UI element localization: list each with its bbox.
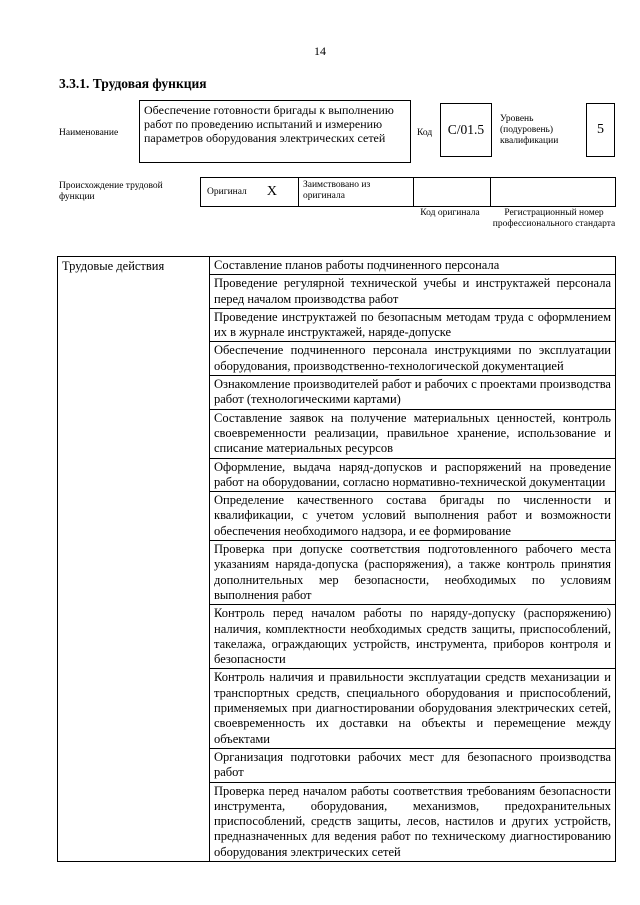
level-label: Уровень (подуровень) квалификации — [500, 114, 559, 146]
labor-action: Составление планов работы подчиненного персонала — [210, 257, 616, 275]
original-mark: X — [266, 184, 277, 199]
labor-action: Оформление, выдача наряд-допусков и распоряжений на проведение работ на оборудовании, согласно нормативно-технической документации — [210, 458, 616, 492]
original-code-cell — [414, 178, 491, 206]
page-number: 14 — [314, 44, 326, 58]
table-row — [58, 257, 616, 275]
labor-action: Ознакомление производителей работ и рабочих с проектами производства работ (технологическими картами) — [210, 376, 616, 410]
original-label: Оригинал — [207, 186, 247, 197]
section-heading: 3.3.1. Трудовая функция — [59, 76, 207, 91]
labor-action: Проверка при допуске соответствия подготовленного рабочего места указаниям наряда-допуска (распоряжения), а также контроль принятия дополнительных мер безопасности, необходимых по условиям выполнения работ — [210, 541, 616, 605]
labor-action: Организация подготовки рабочих мест для безопасного производства работ — [210, 748, 616, 782]
original-code-caption: Код оригинала — [420, 208, 480, 218]
reg-number-cell — [491, 178, 615, 206]
labor-action: Проверка перед началом работы соответствия требованиям безопасности инструмента, оборудования, механизмов, предохранительных приспособлений, средств защиты, лесов, настилов и других устройств, предназначенных для ведения работ по техническому диагностированию оборудования электрических сетей — [210, 782, 616, 861]
code-value: C/01.5 — [440, 103, 492, 157]
labor-actions-label: Трудовые действия — [58, 257, 210, 862]
level-value: 5 — [586, 103, 615, 157]
name-label: Наименование — [59, 128, 119, 138]
borrowed-label: Заимствовано из оригинала — [299, 178, 414, 206]
labor-action: Проведение регулярной технической учебы и инструктажей персонала перед началом производства работ — [210, 275, 616, 309]
name-value: Обеспечение готовности бригады к выполнению работ по проведению испытаний и измерению параметров оборудования электрических сетей — [139, 100, 411, 163]
original-cell — [201, 178, 299, 206]
labor-action: Составление заявок на получение материальных ценностей, контроль своевременности реализации, правильное хранение, использование и списание материальных ресурсов — [210, 409, 616, 458]
labor-action: Определение качественного состава бригады по численности и квалификации, с учетом условий выполнения работ и возможности обеспечения необходимого надзора, и ее формирование — [210, 492, 616, 541]
labor-action: Обеспечение подчиненного персонала инструкциями по эксплуатации оборудования, производственно-технологической документацией — [210, 342, 616, 376]
reg-number-caption: Регистрационный номер профессионального стандарта — [492, 208, 616, 229]
origin-label: Происхождение трудовой функции — [59, 181, 163, 202]
labor-actions-table — [57, 256, 616, 862]
labor-action: Контроль наличия и правильности эксплуатации средств механизации и транспортных средств, специального оборудования и приспособлений, применяемых при диагностировании оборудования электрических сетей, своевременность их доставки на объекты и перемещение между объектами — [210, 669, 616, 748]
labor-action: Контроль перед началом работы по наряду-допуску (распоряжению) наличия, комплектности необходимых средств защиты, приспособлений, такелажа, ограждающих устройств, инструмента, приборов контроля и безопасности — [210, 605, 616, 669]
labor-action: Проведение инструктажей по безопасным методам труда с оформлением их в журнале инструктажей, наряде-допуске — [210, 308, 616, 342]
code-label: Код — [417, 128, 433, 138]
origin-row — [200, 177, 616, 207]
